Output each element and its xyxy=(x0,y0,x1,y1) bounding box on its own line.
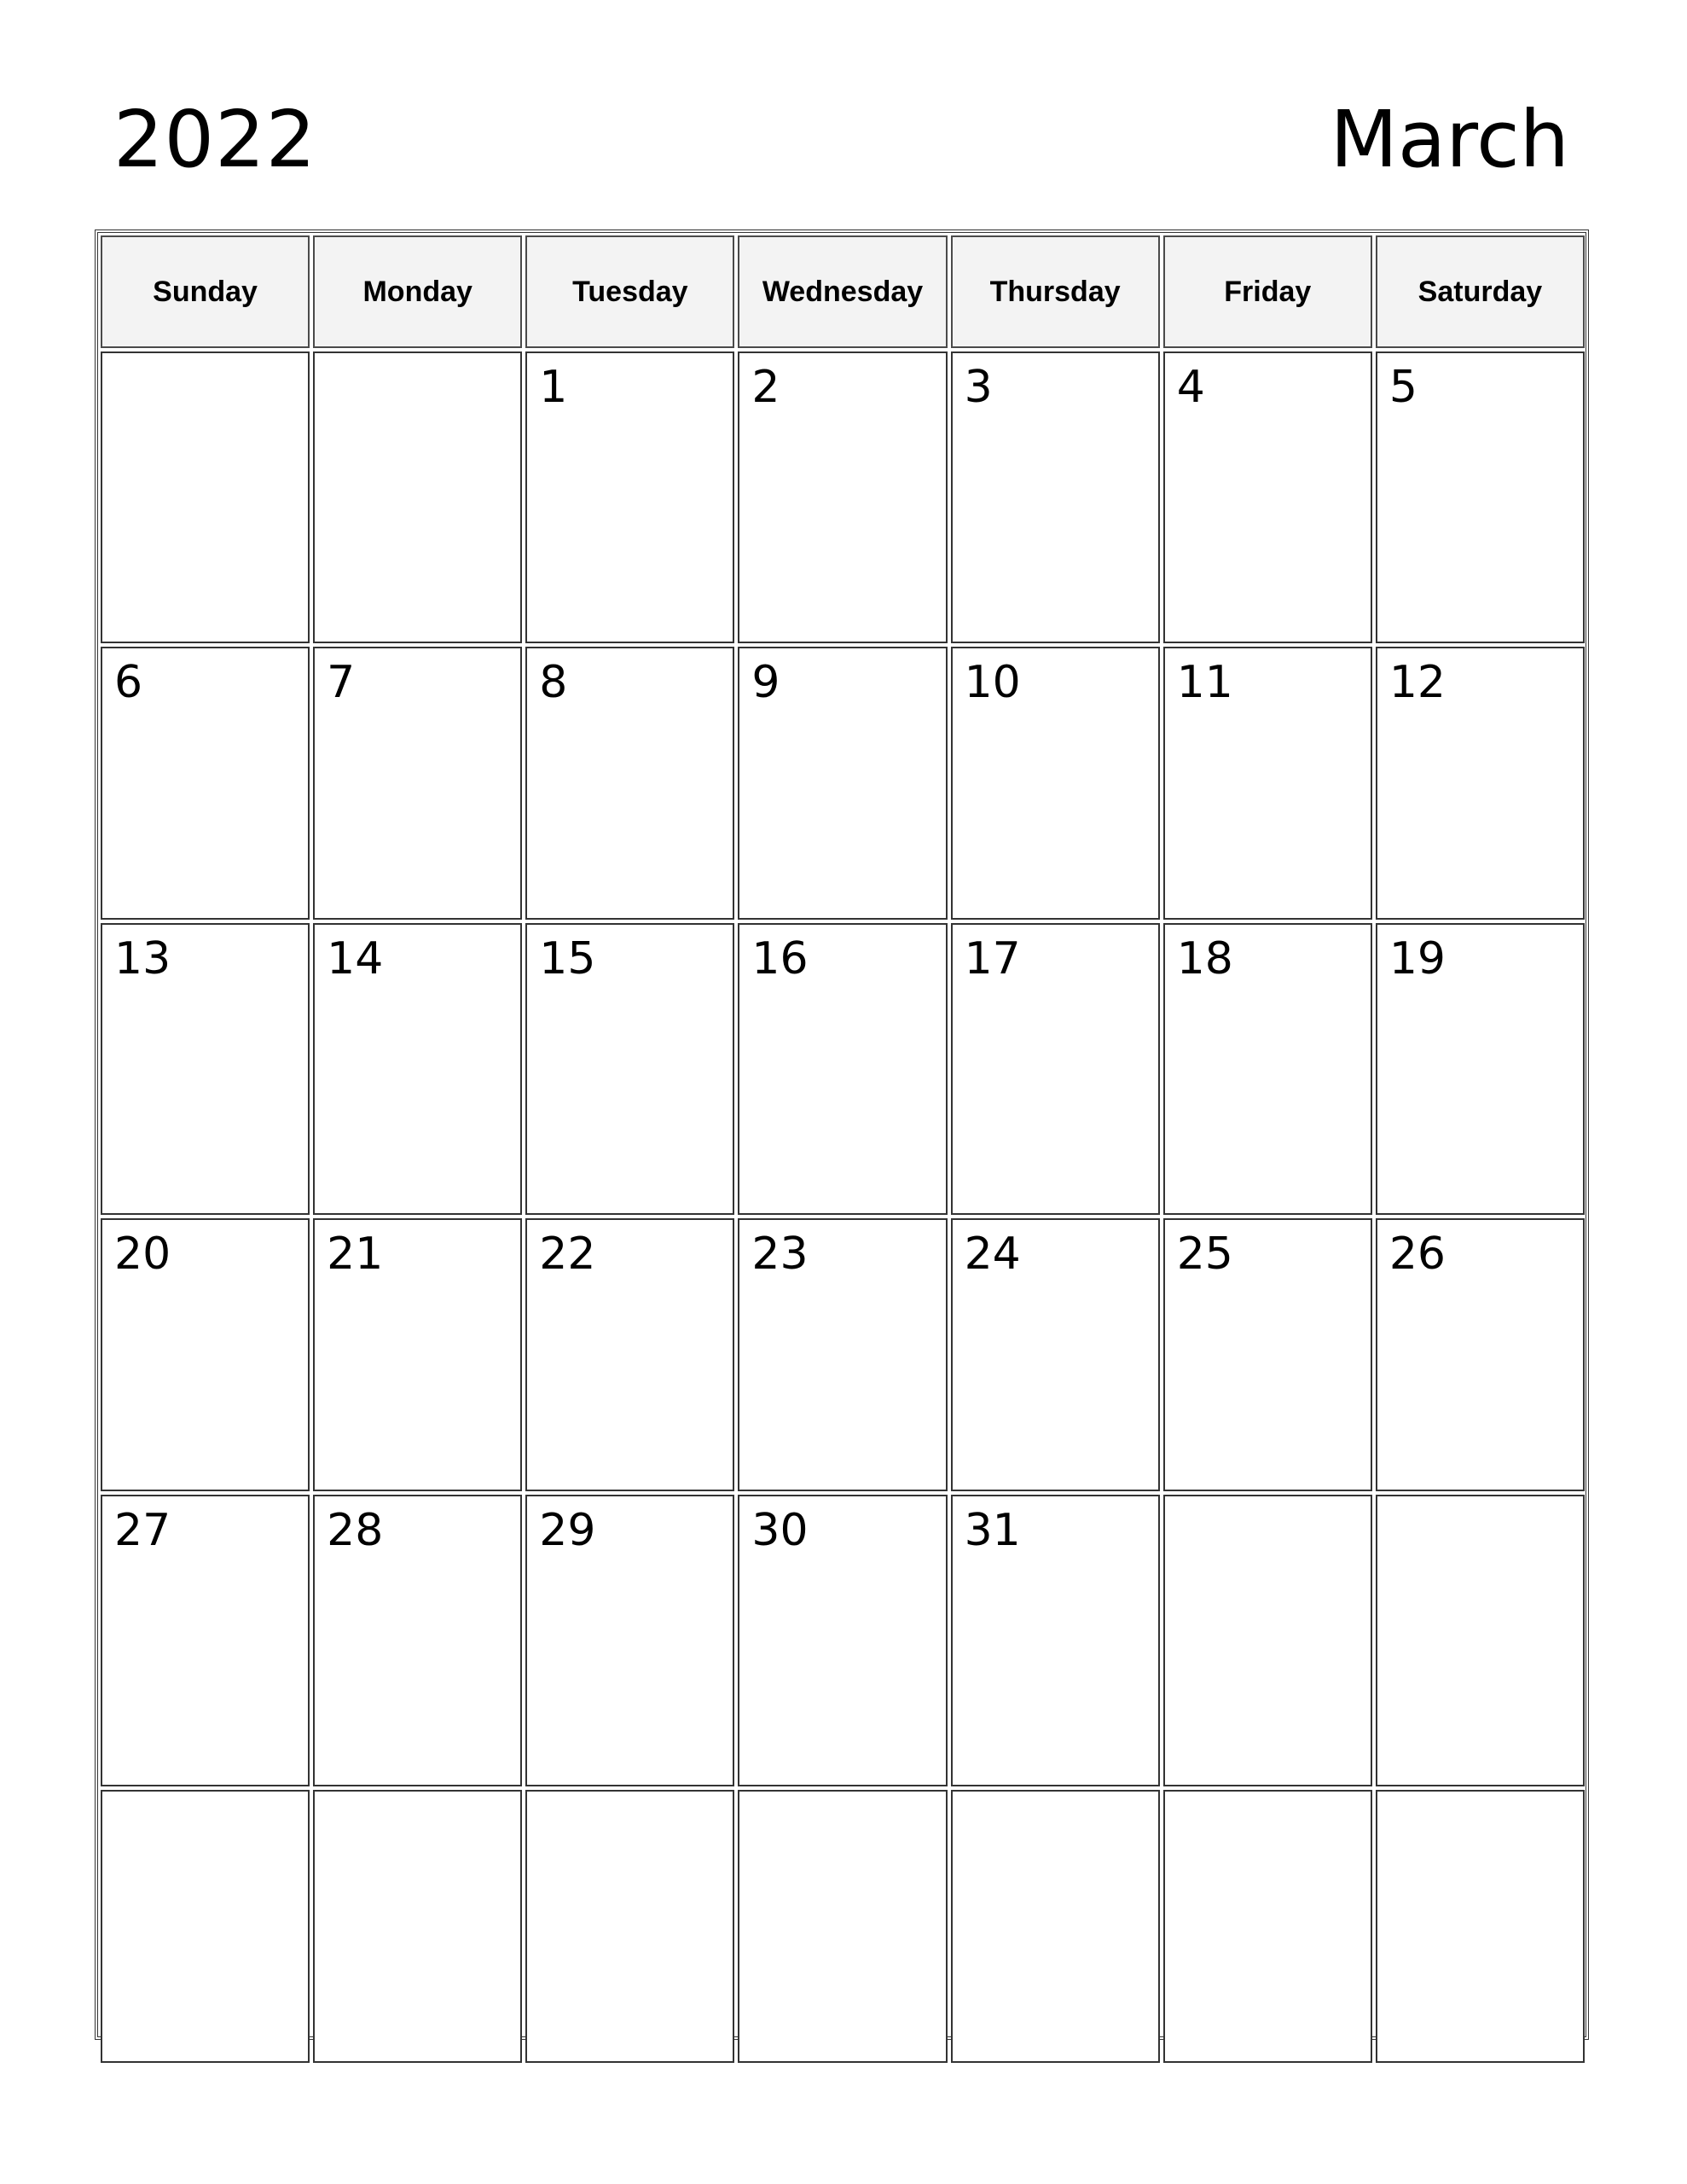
day-number: 15 xyxy=(539,933,596,985)
day-cell xyxy=(951,1218,1160,1491)
day-number: 9 xyxy=(751,657,780,708)
day-cell xyxy=(525,647,734,920)
day-cell xyxy=(951,1790,1160,2063)
day-cell xyxy=(313,1790,522,2063)
day-cell xyxy=(313,351,522,643)
weekday-header-sunday: Sunday xyxy=(101,235,310,348)
calendar-table xyxy=(95,229,1589,2040)
day-cell xyxy=(951,351,1160,643)
weekday-header-wednesday: Wednesday xyxy=(738,235,947,348)
day-cell xyxy=(313,1218,522,1491)
day-cell xyxy=(951,647,1160,920)
weekday-header-monday: Monday xyxy=(313,235,522,348)
day-cell xyxy=(313,1495,522,1786)
day-number: 13 xyxy=(114,933,171,985)
day-number: 18 xyxy=(1176,933,1233,985)
day-number: 27 xyxy=(114,1505,171,1556)
weekday-header-thursday: Thursday xyxy=(951,235,1160,348)
day-cell xyxy=(738,923,947,1215)
day-number: 23 xyxy=(751,1228,809,1280)
day-cell xyxy=(525,1495,734,1786)
day-number: 1 xyxy=(539,362,568,413)
day-number: 21 xyxy=(327,1228,384,1280)
day-number: 30 xyxy=(751,1505,809,1556)
day-cell xyxy=(313,647,522,920)
day-number: 12 xyxy=(1388,657,1446,708)
weekday-header-friday: Friday xyxy=(1163,235,1372,348)
day-cell xyxy=(1163,351,1372,643)
weekday-header-saturday: Saturday xyxy=(1376,235,1585,348)
day-cell xyxy=(1163,1495,1372,1786)
day-cell xyxy=(738,351,947,643)
day-number: 14 xyxy=(327,933,384,985)
day-number: 2 xyxy=(751,362,780,413)
day-number: 16 xyxy=(751,933,809,985)
day-number: 11 xyxy=(1176,657,1233,708)
day-cell xyxy=(525,923,734,1215)
day-number: 6 xyxy=(114,657,143,708)
day-number: 10 xyxy=(964,657,1021,708)
day-cell xyxy=(101,923,310,1215)
day-number: 25 xyxy=(1176,1228,1233,1280)
day-number: 29 xyxy=(539,1505,596,1556)
day-cell xyxy=(738,647,947,920)
day-cell xyxy=(951,923,1160,1215)
day-number: 5 xyxy=(1388,362,1417,413)
day-cell xyxy=(1163,647,1372,920)
day-cell xyxy=(1376,1495,1585,1786)
day-cell xyxy=(525,1218,734,1491)
day-number: 31 xyxy=(964,1505,1021,1556)
day-number: 24 xyxy=(964,1228,1021,1280)
day-cell xyxy=(101,1790,310,2063)
day-cell xyxy=(1376,351,1585,643)
day-cell xyxy=(1163,1218,1372,1491)
calendar-grid xyxy=(101,235,1585,2036)
year-title: 2022 xyxy=(113,94,317,185)
day-number: 20 xyxy=(114,1228,171,1280)
day-cell xyxy=(525,1790,734,2063)
day-cell xyxy=(1376,1218,1585,1491)
day-cell xyxy=(1376,1790,1585,2063)
day-number: 17 xyxy=(964,933,1021,985)
day-cell xyxy=(738,1790,947,2063)
day-cell xyxy=(101,1495,310,1786)
day-number: 22 xyxy=(539,1228,596,1280)
month-title: March xyxy=(1330,94,1569,185)
weekday-header-tuesday: Tuesday xyxy=(525,235,734,348)
day-number: 26 xyxy=(1388,1228,1446,1280)
day-cell xyxy=(525,351,734,643)
day-cell xyxy=(1163,1790,1372,2063)
day-cell xyxy=(101,351,310,643)
day-cell xyxy=(101,1218,310,1491)
day-number: 4 xyxy=(1176,362,1205,413)
day-number: 7 xyxy=(327,657,356,708)
day-cell xyxy=(738,1495,947,1786)
day-number: 19 xyxy=(1388,933,1446,985)
day-cell xyxy=(1163,923,1372,1215)
day-cell xyxy=(738,1218,947,1491)
day-cell xyxy=(101,647,310,920)
day-number: 3 xyxy=(964,362,993,413)
day-cell xyxy=(1376,923,1585,1215)
day-cell xyxy=(1376,647,1585,920)
day-number: 28 xyxy=(327,1505,384,1556)
day-cell xyxy=(951,1495,1160,1786)
day-cell xyxy=(313,923,522,1215)
day-number: 8 xyxy=(539,657,568,708)
